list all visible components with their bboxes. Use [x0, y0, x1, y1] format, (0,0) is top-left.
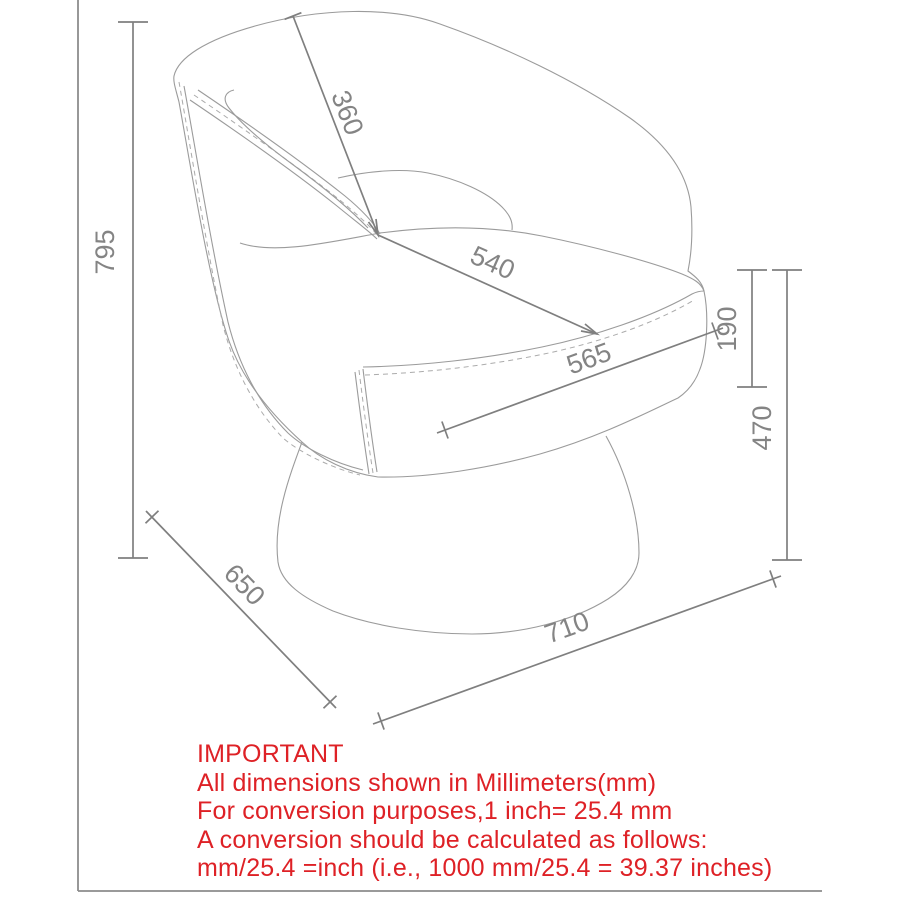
- dim-label-armrest-height: 190: [712, 306, 742, 352]
- chair-band-left-piping-a: [363, 369, 377, 472]
- dimension-labels: [90, 86, 777, 649]
- dim-label-seat-height: 470: [747, 405, 777, 451]
- chair-seat-front-edge: [363, 291, 704, 367]
- dim-line-overall-width: [373, 570, 781, 729]
- dim-label-seat-width: 565: [562, 336, 616, 381]
- dim-line-seat-width: [437, 323, 723, 439]
- chair-back-shell: [174, 11, 707, 477]
- dim-label-base-side-depth: 650: [218, 558, 271, 612]
- notice-line: For conversion purposes,1 inch= 25.4 mm: [197, 797, 673, 825]
- notice-title: IMPORTANT: [197, 740, 344, 768]
- chair-outline: [174, 11, 707, 634]
- chair-seat-front-stitch: [365, 300, 694, 375]
- chair-left-stitch: [179, 82, 360, 475]
- chair-band-left-piping-b: [355, 372, 369, 474]
- dim-label-overall-width: 710: [540, 605, 594, 650]
- notice-line: A conversion should be calculated as follows:: [197, 825, 708, 854]
- chair-left-piping: [184, 86, 363, 470]
- notice-line: All dimensions shown in Millimeters(mm): [197, 768, 657, 797]
- dim-line-overall-height: [118, 22, 148, 558]
- dim-label-seat-depth: 540: [465, 239, 520, 286]
- important-notice: [197, 740, 772, 883]
- dim-label-overall-height: 795: [90, 229, 120, 275]
- notice-line: mm/25.4 =inch (i.e., 1000 mm/25.4 = 39.37 inches): [197, 854, 773, 882]
- dim-line-base-side-depth: [146, 511, 337, 708]
- dim-label-backrest-depth: 360: [325, 86, 370, 140]
